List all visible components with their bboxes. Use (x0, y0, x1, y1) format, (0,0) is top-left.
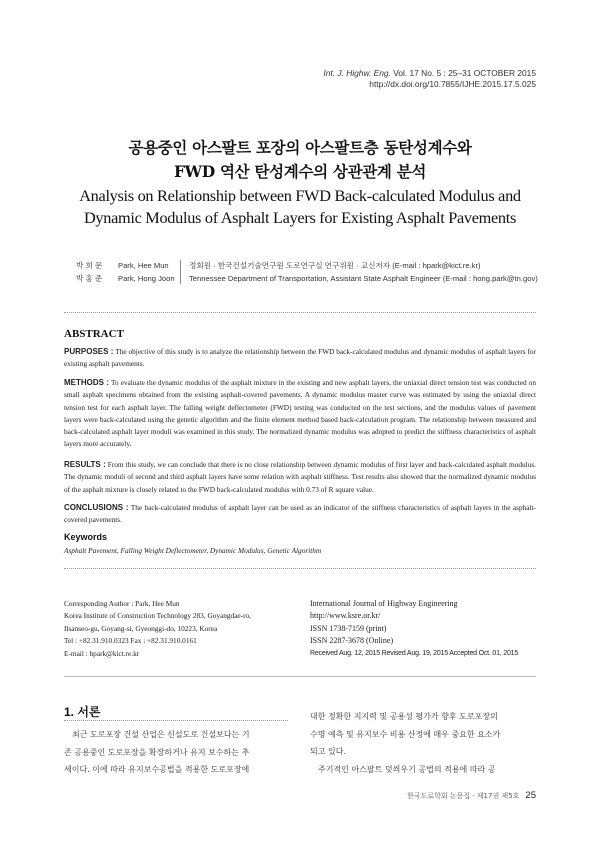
korean-title-line2: FWD 역산 탄성계수의 상관관계 분석 (173, 162, 427, 181)
page-number: 25 (525, 790, 536, 801)
abstract-purposes (64, 346, 536, 371)
corr-line: Tel : +82.31.910.0323 Fax : +82.31.910.0161 (64, 636, 197, 646)
corr-email[interactable]: E-mail : hpark@kict.re.kr (64, 648, 140, 658)
author-affiliation: Tennessee Department of Transportation, Assistant State Asphalt Engineer (E-mail : hong.park@tn.gov) (189, 274, 538, 283)
corr-line: Ilsanseo-gu, Goyang-si, Gyeonggi-do, 10223, Korea (64, 623, 218, 633)
corr-line: Korea Institute of Construction Technology 283, Goyangdae-ro, (64, 611, 252, 621)
results-text: From this study, we can conclude that there is no close relationship between dynamic modulus of first layer and back-calculated asphalt modulus. The dynamic moduli of second and third asphalt layers have some relation with asphalt stiffness. Test results also showed that the normalized dynamic modulus of the asphalt mixture is closely related to the FWD back-calculated modulus with 0.73 of R square value. (64, 460, 536, 494)
methods-label: METHODS : (64, 378, 110, 387)
journal-citation (323, 68, 536, 79)
journal-url[interactable]: http://www.ksre.or.kr/ (310, 611, 381, 621)
body-line: 수명 예측 및 유지보수 비용 산정에 매우 중요한 요소가 (310, 729, 501, 739)
author-english-name: Park, Hong Joon (118, 274, 175, 283)
purposes-text: The objective of this study is to analyze the relationship between the FWD back-calculated modulus and dynamic modulus of asphalt layers for existing asphalt pavements. (64, 347, 536, 369)
conclusions-label: CONCLUSIONS : (64, 503, 129, 512)
journal-info-block (310, 598, 518, 660)
author-english-name: Park, Hee Mun (118, 261, 169, 270)
conclusions-text: The back-calculated modulus of asphalt layer can be used as an indicator of the stiffness characteristics of asphalt layers in the asphalt-covered pavements. (64, 503, 536, 525)
journal-volume: Vol. 17 No. 5 : 25–31 OCTOBER 2015 (393, 68, 536, 78)
body-line: 대한 정확한 지지력 및 공용성 평가가 향후 도로포장의 (310, 712, 498, 721)
issn-online: ISSN 2287-3678 (Online) (310, 636, 394, 646)
purposes-label: PURPOSES : (64, 347, 114, 356)
abstract-methods (64, 377, 536, 451)
english-title-line1: Analysis on Relationship between FWD Back-calculated Modulus and (79, 186, 521, 205)
abstract-heading: ABSTRACT (64, 328, 124, 340)
body-column-right (310, 708, 536, 778)
author-affiliation: 정회원 · 한국건설기술연구원 도로연구실 연구위원 · 교신저자 (E-mail : hpark@kict.re.kr) (189, 261, 481, 270)
issn-print: ISSN 1738-7159 (print) (310, 623, 387, 633)
abstract-conclusions (64, 502, 536, 527)
methods-text: To evaluate the dynamic modulus of the asphalt mixture in the existing and new asphalt layers, the uniaxial direct tension test was conducted on small asphalt specimens obtained from the existing asphalt-covered pavements. A dynamic modulus master curve was estimated by using the uniaxial direct tension test for each asphalt layer. The falling weight deflectometer (FWD) testing was conducted on the test sections, and the modulus values of pavement layers were back-calculated using the genetic algorithm and the finite element method based back-calculation program. The relationship between measured and back-calculated asphalt layer moduli was examined in this study. The normalized dynamic modulus was adopted to predict the stiffness characteristics of asphalt layers more accurately. (64, 378, 536, 449)
page-footer (407, 790, 536, 801)
abstract-results (64, 459, 536, 496)
journal-abbrev: Int. J. Highw. Eng. (323, 68, 391, 78)
body-column-left (64, 726, 289, 779)
keywords-heading: Keywords (64, 532, 108, 542)
body-line: 존 공용중인 도로포장을 확장하거나 유지 보수하는 추 (64, 747, 250, 757)
section-divider (64, 676, 536, 677)
body-line: 세이다. 이에 따라 유지보수공법을 적용한 도로포장에 (64, 765, 250, 774)
author-divider (180, 260, 181, 284)
section-divider (64, 312, 536, 313)
journal-header (323, 68, 536, 90)
author-korean-name: 박 홍 준 (76, 274, 103, 283)
author-korean-name: 박 희 문 (76, 261, 103, 270)
doi-link[interactable]: http://dx.doi.org/10.7855/IJHE.2015.17.5.025 (369, 79, 536, 89)
results-label: RESULTS : (64, 460, 106, 469)
body-line: 주기적인 아스팔트 덧씌우기 공법의 적용에 따라 공 (318, 764, 496, 774)
section-heading-rule (64, 720, 288, 721)
keywords-list: Asphalt Pavement, Falling Weight Deflectometer, Dynamic Modulus, Genetic Algorithm (64, 546, 322, 555)
received-dates: Received Aug. 12, 2015 Revised Aug. 19, 2015 Accepted Oct. 01, 2015 (310, 649, 519, 657)
section-heading: 1. 서론 (64, 705, 101, 719)
korean-title-line1: 공용중인 아스팔트 포장의 아스팔트층 동탄성계수와 (128, 138, 472, 157)
body-line: 되고 있다. (310, 747, 346, 756)
body-line: 최근 도로포장 건설 산업은 신설도로 건설보다는 기 (72, 730, 250, 739)
english-title-line2: Dynamic Modulus of Asphalt Layers for Existing Asphalt Pavements (83, 208, 517, 227)
footer-journal: 한국도로학회 논문집 · 제17권 제5호 (407, 792, 520, 800)
section-divider (64, 568, 536, 569)
corr-line: Corresponding Author : Park, Hee Mun (64, 599, 180, 608)
corresponding-author-block (64, 598, 251, 660)
journal-name: International Journal of Highway Engineering (310, 599, 458, 608)
